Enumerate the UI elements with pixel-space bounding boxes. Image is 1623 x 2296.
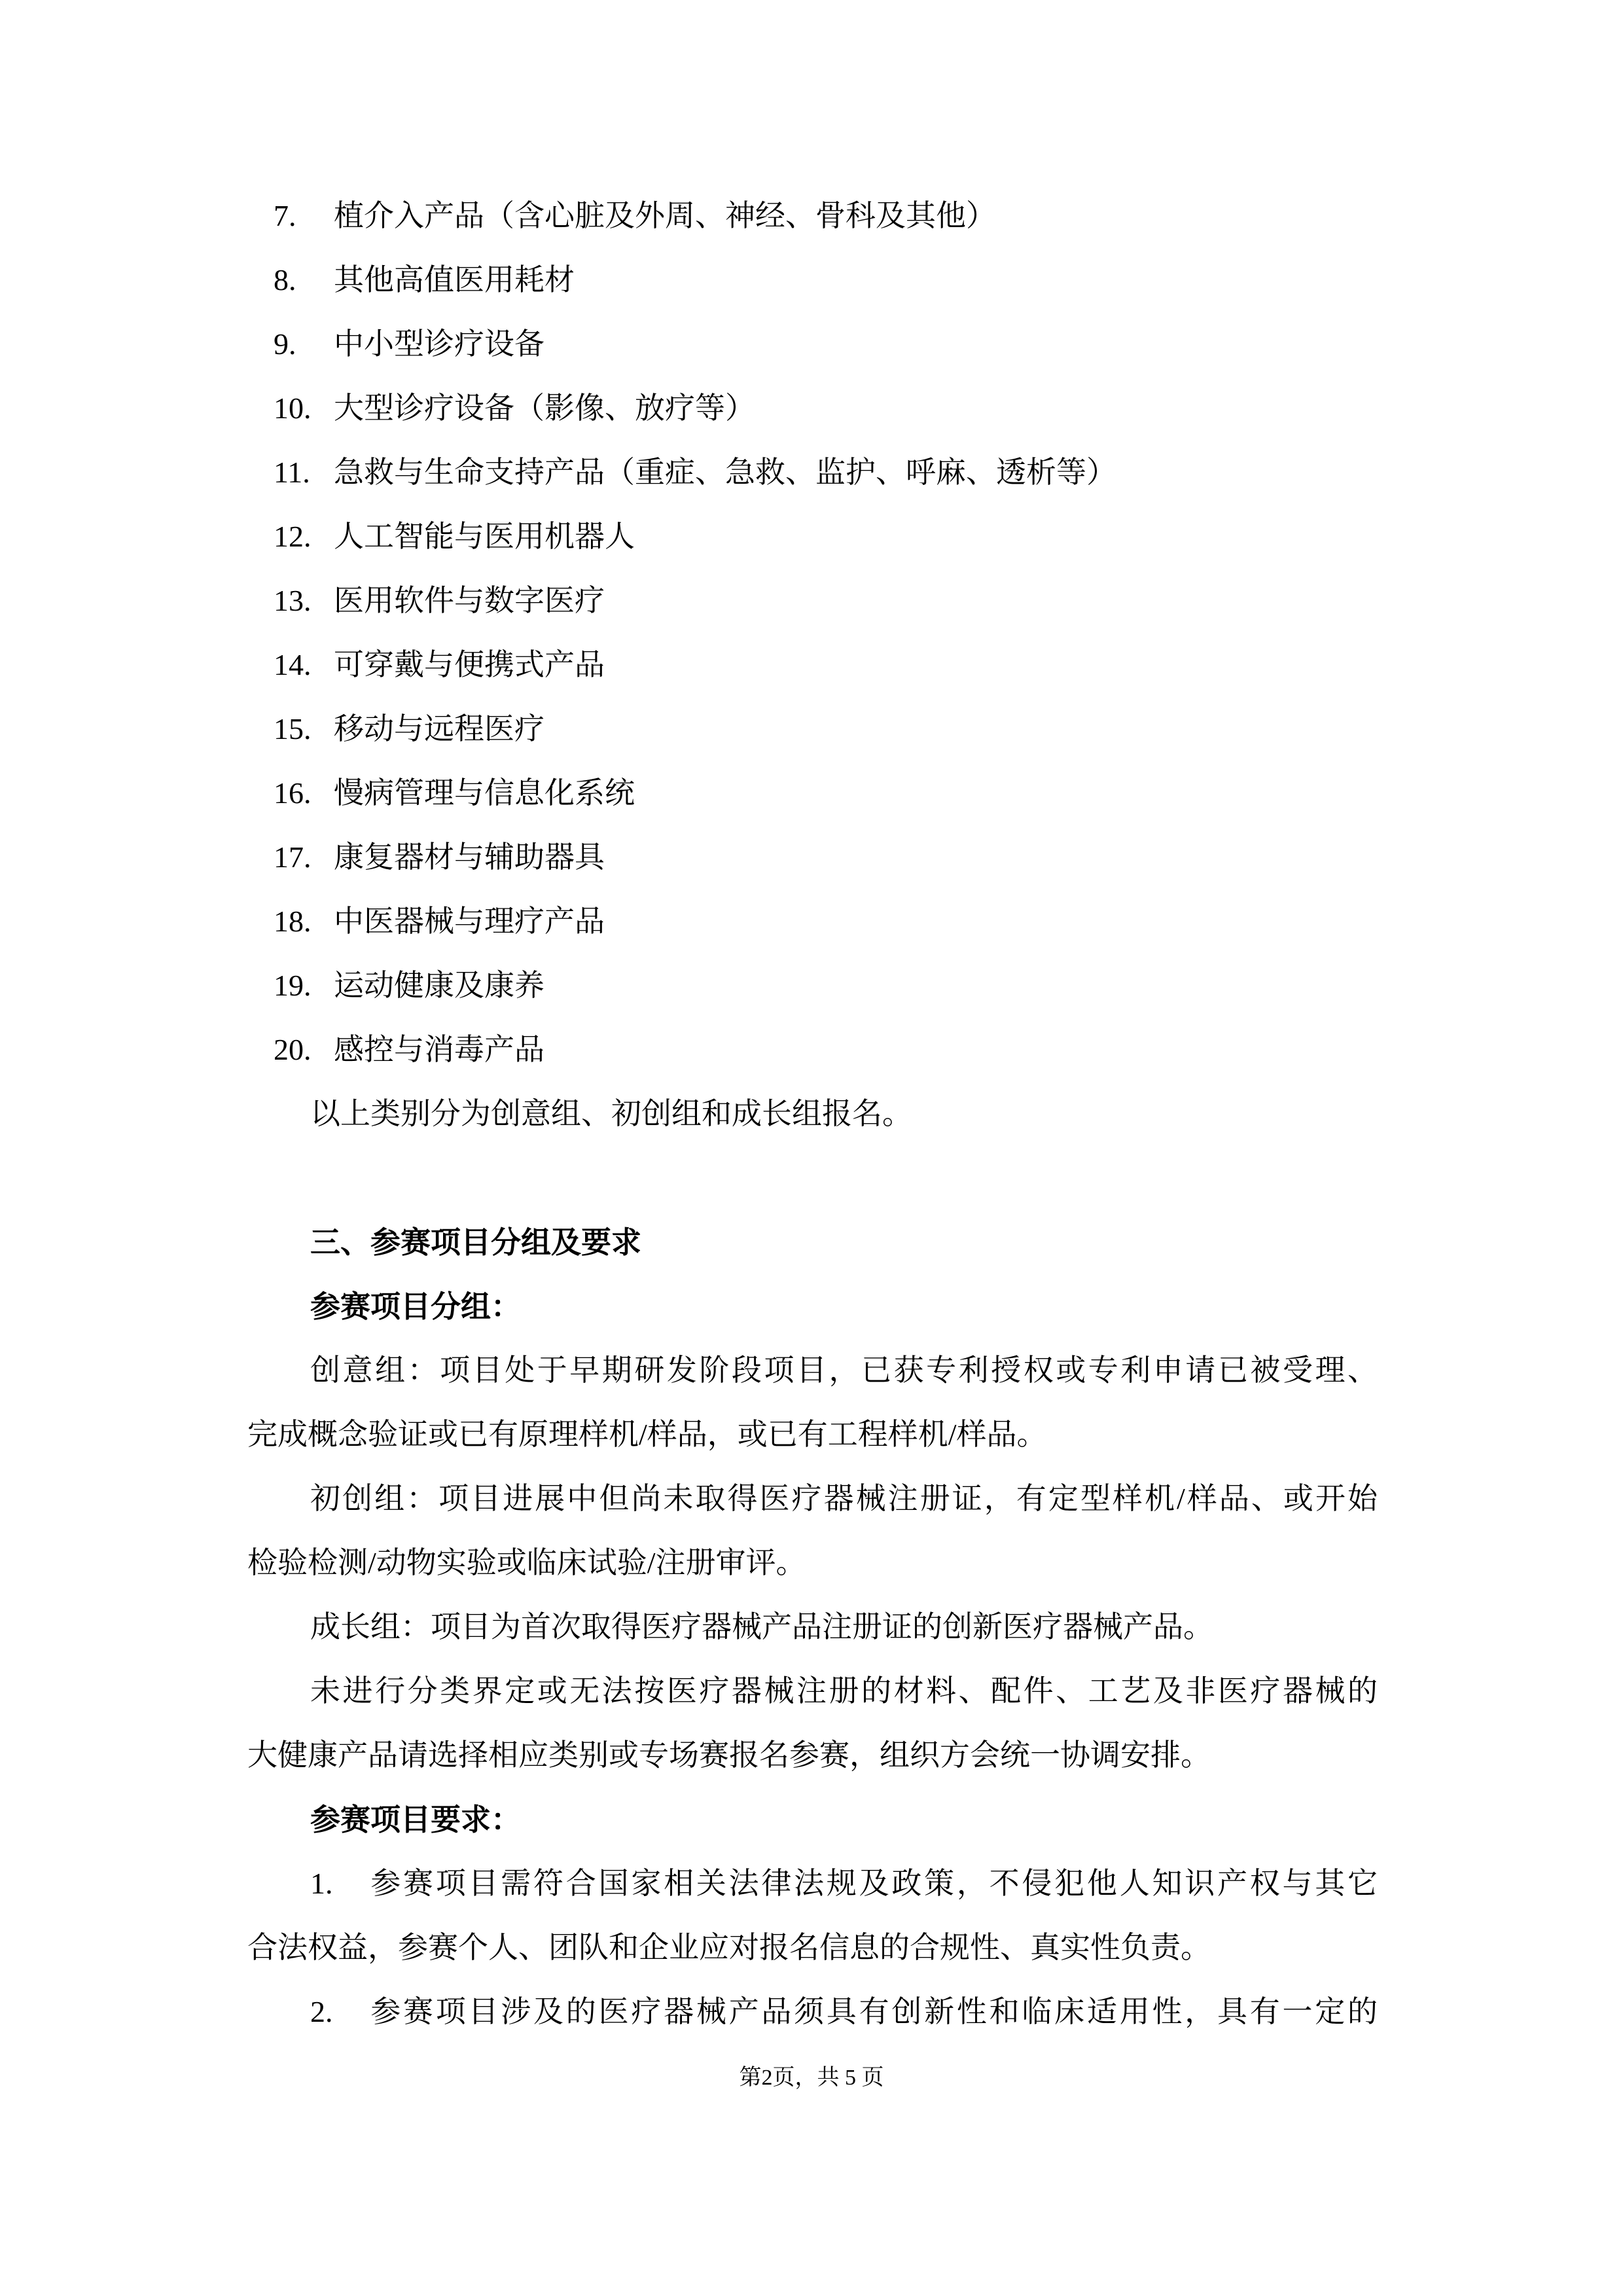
- category-list-item: [274, 889, 1378, 954]
- list-item-number: 13.: [274, 584, 312, 617]
- page-number-footer: 第2页，共 5 页: [739, 2066, 884, 2090]
- category-list-item: [274, 825, 1378, 889]
- requirement-text: 参赛项目涉及的医疗器械产品须具有创新性和临床适用性，具有一定的: [368, 1995, 1378, 2028]
- list-item-text: 人工智能与医用机器人: [334, 520, 635, 553]
- section-heading: 三、参赛项目分组及要求: [310, 1225, 641, 1259]
- document-content: [247, 184, 1378, 2044]
- paragraph-line: 完成概念验证或已有原理样机/样品，或已有工程样机/样品。: [247, 1418, 1047, 1451]
- category-list-item: [274, 248, 1378, 312]
- list-item-number: 10.: [274, 391, 312, 425]
- list-item-text: 运动健康及康养: [334, 969, 544, 1002]
- category-list-item: [274, 761, 1378, 825]
- list-item-text: 医用软件与数字医疗: [334, 584, 605, 617]
- category-list-item: [274, 954, 1378, 1018]
- list-item-number: 19.: [274, 969, 312, 1002]
- paragraph-line: 成长组：项目为首次取得医疗器械产品注册证的创新医疗器械产品。: [310, 1610, 1213, 1643]
- category-list-item: [274, 633, 1378, 697]
- grouping-label: 参赛项目分组：: [310, 1289, 521, 1323]
- list-item-text: 可穿戴与便携式产品: [334, 648, 605, 681]
- paragraph-line: 初创组：项目进展中但尚未取得医疗器械注册证，有定型样机/样品、或开始: [310, 1482, 1378, 1515]
- requirement-line: 合法权益，参赛个人、团队和企业应对报名信息的合规性、真实性负责。: [247, 1931, 1211, 1964]
- paragraph-line: 未进行分类界定或无法按医疗器械注册的材料、配件、工艺及非医疗器械的: [310, 1674, 1378, 1708]
- category-list-item: [274, 569, 1378, 633]
- list-item-text: 感控与消毒产品: [334, 1033, 544, 1066]
- category-list-item: [274, 376, 1378, 440]
- group-paragraphs: [247, 1338, 1378, 1787]
- paragraph-line: 大健康产品请选择相应类别或专场赛报名参赛，组织方会统一协调安排。: [247, 1738, 1211, 1772]
- category-closing-line: 以上类别分为创意组、初创组和成长组报名。: [310, 1097, 912, 1130]
- category-list-item: [274, 1018, 1378, 1082]
- requirements-label: 参赛项目要求：: [310, 1803, 521, 1837]
- list-item-number: 16.: [274, 776, 312, 810]
- list-item-number: 11.: [274, 456, 310, 489]
- list-item-number: 18.: [274, 905, 312, 938]
- list-item-number: 15.: [274, 712, 312, 745]
- list-item-number: 8.: [274, 263, 296, 296]
- requirement-line: [247, 1852, 1378, 1916]
- list-item-number: 7.: [274, 199, 296, 232]
- list-item-text: 大型诊疗设备（影像、放疗等）: [334, 391, 755, 425]
- category-list-item: [274, 184, 1378, 248]
- paragraph-line: 创意组：项目处于早期研发阶段项目，已获专利授权或专利申请已被受理、: [310, 1354, 1378, 1387]
- list-item-text: 康复器材与辅助器具: [334, 840, 605, 874]
- requirement-text: 参赛项目需符合国家相关法律法规及政策，不侵犯他人知识产权与其它: [368, 1867, 1378, 1900]
- list-item-text: 急救与生命支持产品（重症、急救、监护、呼麻、透析等）: [334, 456, 1116, 489]
- category-list-item: [274, 312, 1378, 376]
- list-item-text: 中医器械与理疗产品: [334, 905, 605, 938]
- category-list-item: [274, 440, 1378, 505]
- blank-line: [247, 1146, 1378, 1210]
- category-list-item: [274, 697, 1378, 761]
- requirement-number: 1.: [310, 1867, 333, 1900]
- list-item-number: 17.: [274, 840, 312, 874]
- list-item-text: 其他高值医用耗材: [334, 263, 575, 296]
- list-item-text: 植介入产品（含心脏及外周、神经、骨科及其他）: [334, 199, 996, 232]
- list-item-number: 14.: [274, 648, 312, 681]
- category-list-item: [274, 505, 1378, 569]
- requirement-line: [247, 1980, 1378, 2044]
- requirement-paragraphs: [247, 1852, 1378, 2044]
- requirement-number: 2.: [310, 1995, 333, 2028]
- list-item-number: 12.: [274, 520, 312, 553]
- category-list: [247, 184, 1378, 1082]
- list-item-text: 慢病管理与信息化系统: [334, 776, 635, 810]
- list-item-text: 中小型诊疗设备: [334, 327, 544, 361]
- list-item-number: 9.: [274, 327, 296, 361]
- list-item-number: 20.: [274, 1033, 312, 1066]
- list-item-text: 移动与远程医疗: [334, 712, 544, 745]
- paragraph-line: 检验检测/动物实验或临床试验/注册审评。: [247, 1546, 806, 1579]
